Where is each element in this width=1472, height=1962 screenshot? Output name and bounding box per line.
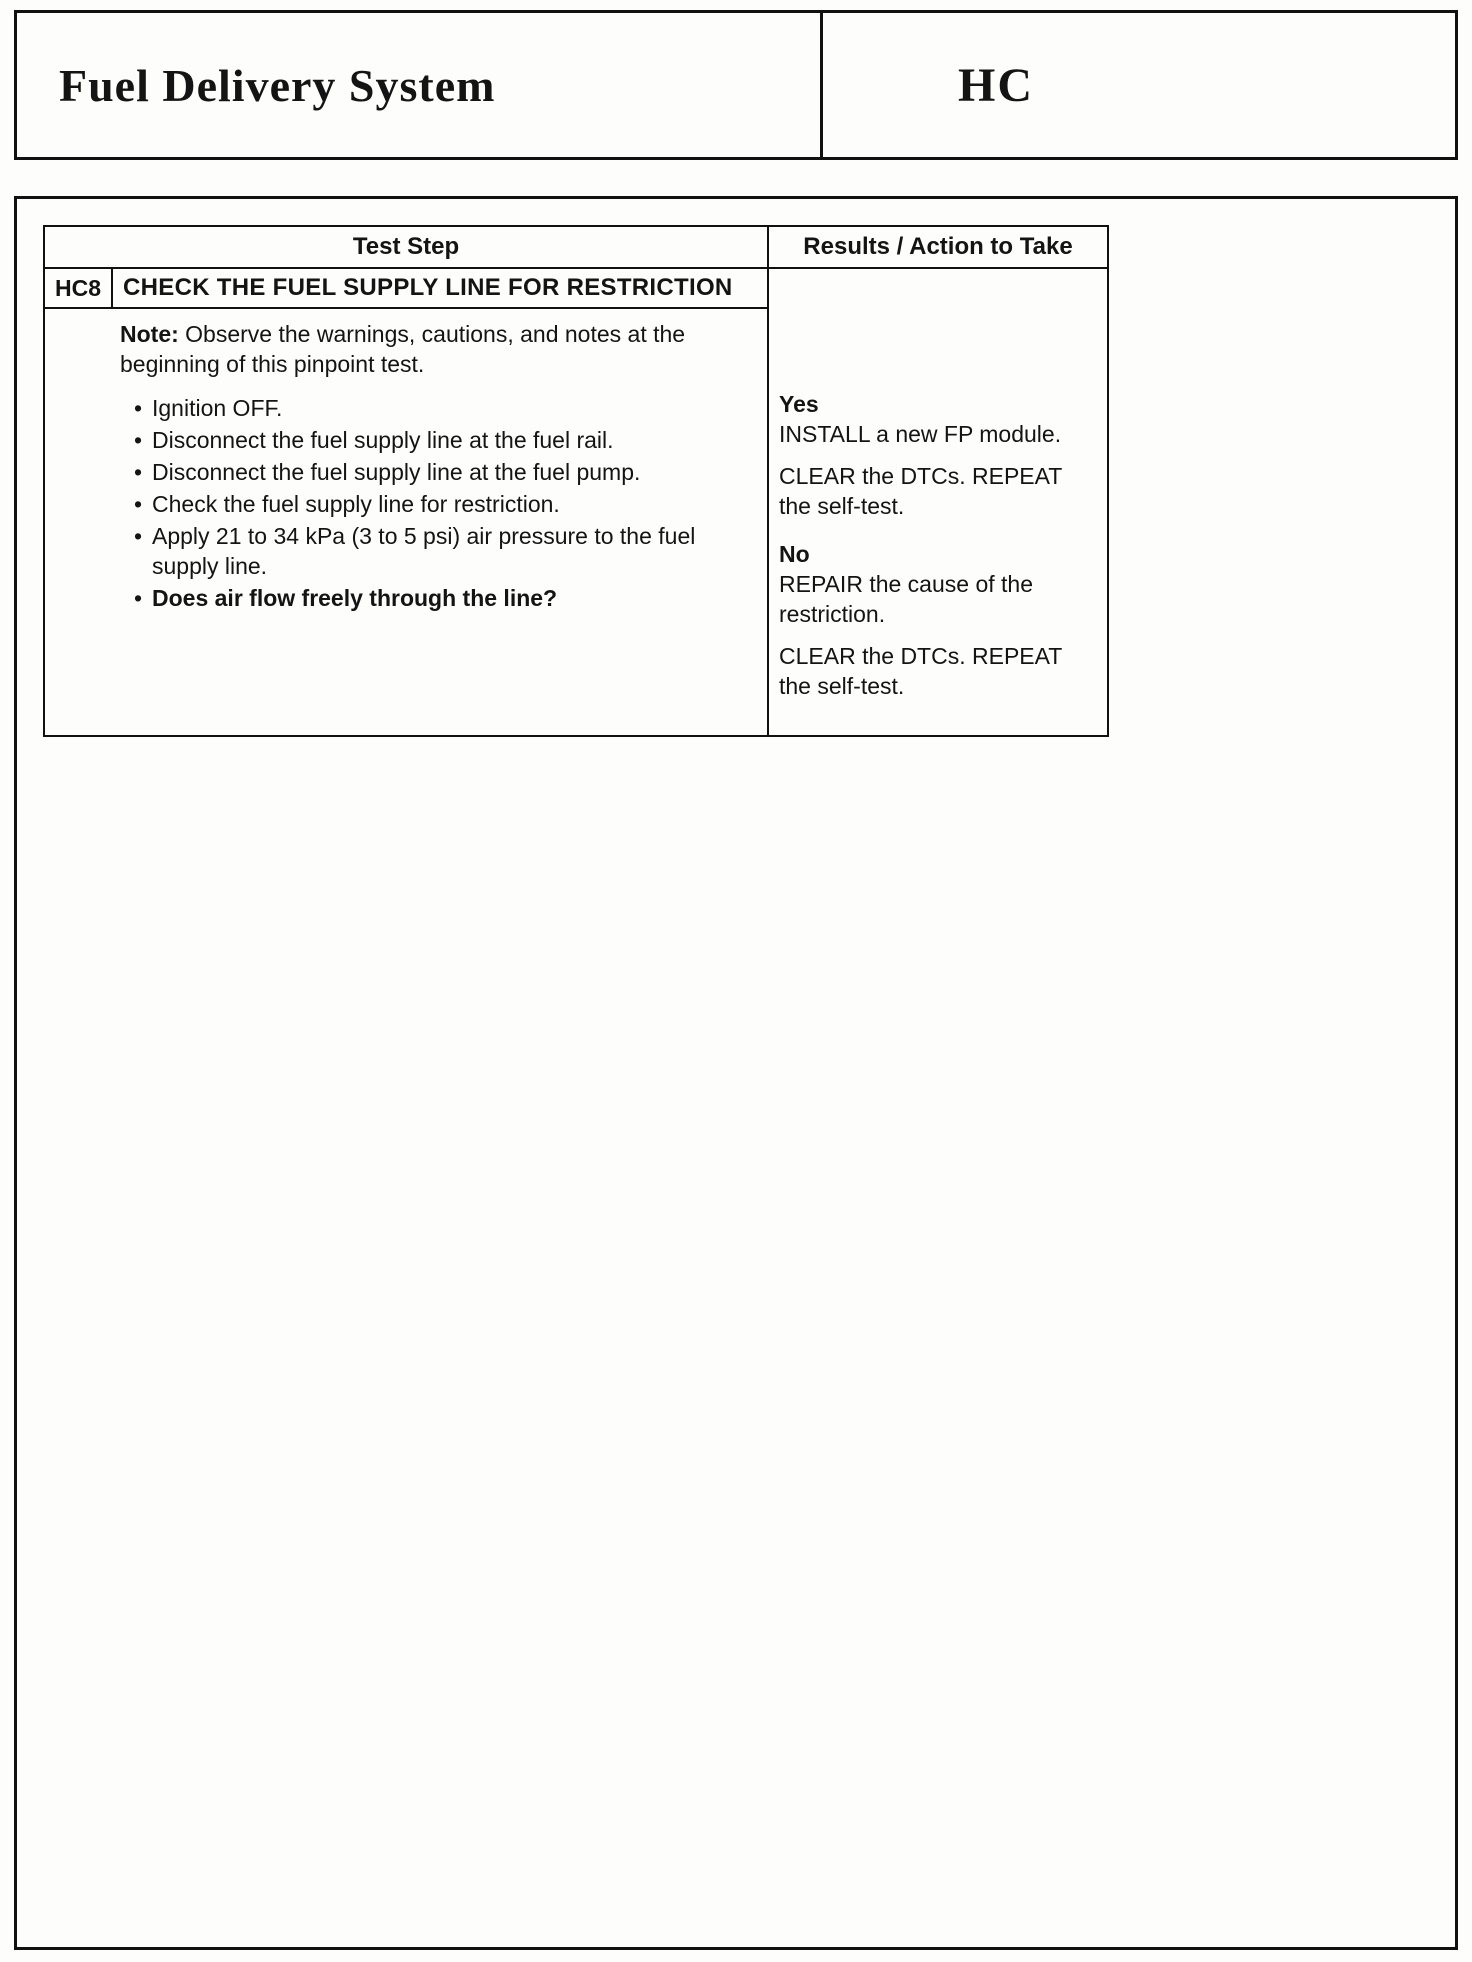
result-yes-action-1: INSTALL a new FP module. [779, 421, 1062, 447]
list-item-text: Ignition OFF. [152, 395, 283, 421]
list-item [120, 489, 749, 519]
instruction-list [120, 393, 749, 613]
results-column [769, 269, 1107, 735]
step-instructions [45, 309, 767, 635]
page-header [14, 10, 1458, 160]
list-item-text: Apply 21 to 34 kPa (3 to 5 psi) air pressure to the fuel supply line. [152, 523, 696, 579]
result-no-label: No [779, 541, 810, 567]
list-item [120, 457, 749, 487]
note-label: Note: [120, 321, 179, 347]
table-header-row [45, 227, 1107, 269]
step-title-row [45, 269, 767, 309]
result-yes-block [779, 389, 1097, 521]
bullet-icon [120, 457, 152, 487]
result-no-action-2: CLEAR the DTCs. REPEAT the self-test. [779, 643, 1062, 699]
section-code: HC [958, 58, 1034, 112]
bullet-icon [120, 489, 152, 519]
result-yes-label: Yes [779, 391, 819, 417]
note-text: Observe the warnings, cautions, and notes at the beginning of this pinpoint test. [120, 321, 686, 377]
bullet-icon [120, 583, 152, 613]
list-item [120, 393, 749, 423]
list-item-text: Disconnect the fuel supply line at the fuel pump. [152, 459, 641, 485]
step-id: HC8 [45, 269, 113, 307]
test-step-column [45, 269, 769, 735]
list-item-text: Disconnect the fuel supply line at the fuel rail. [152, 427, 614, 453]
list-item [120, 521, 749, 581]
column-header-results: Results / Action to Take [803, 233, 1073, 260]
list-item-text: Check the fuel supply line for restriction. [152, 491, 560, 517]
bullet-icon [120, 425, 152, 455]
note-paragraph [120, 319, 705, 379]
result-yes-action-2: CLEAR the DTCs. REPEAT the self-test. [779, 463, 1062, 519]
bullet-icon [120, 521, 152, 581]
result-no-block [779, 539, 1097, 701]
list-item [120, 425, 749, 455]
result-no-action-1: REPAIR the cause of the restriction. [779, 571, 1033, 627]
bullet-icon [120, 393, 152, 423]
pinpoint-test-table [43, 225, 1109, 737]
table-body-row [45, 269, 1107, 735]
header-title-cell [17, 13, 823, 157]
header-code-cell [823, 13, 1455, 157]
step-title: CHECK THE FUEL SUPPLY LINE FOR RESTRICTION [123, 274, 733, 301]
list-item [120, 583, 749, 613]
column-header-test-step: Test Step [45, 227, 769, 267]
page-title: Fuel Delivery System [59, 59, 496, 111]
content-frame [14, 196, 1458, 1950]
list-item-question: Does air flow freely through the line? [152, 585, 558, 611]
